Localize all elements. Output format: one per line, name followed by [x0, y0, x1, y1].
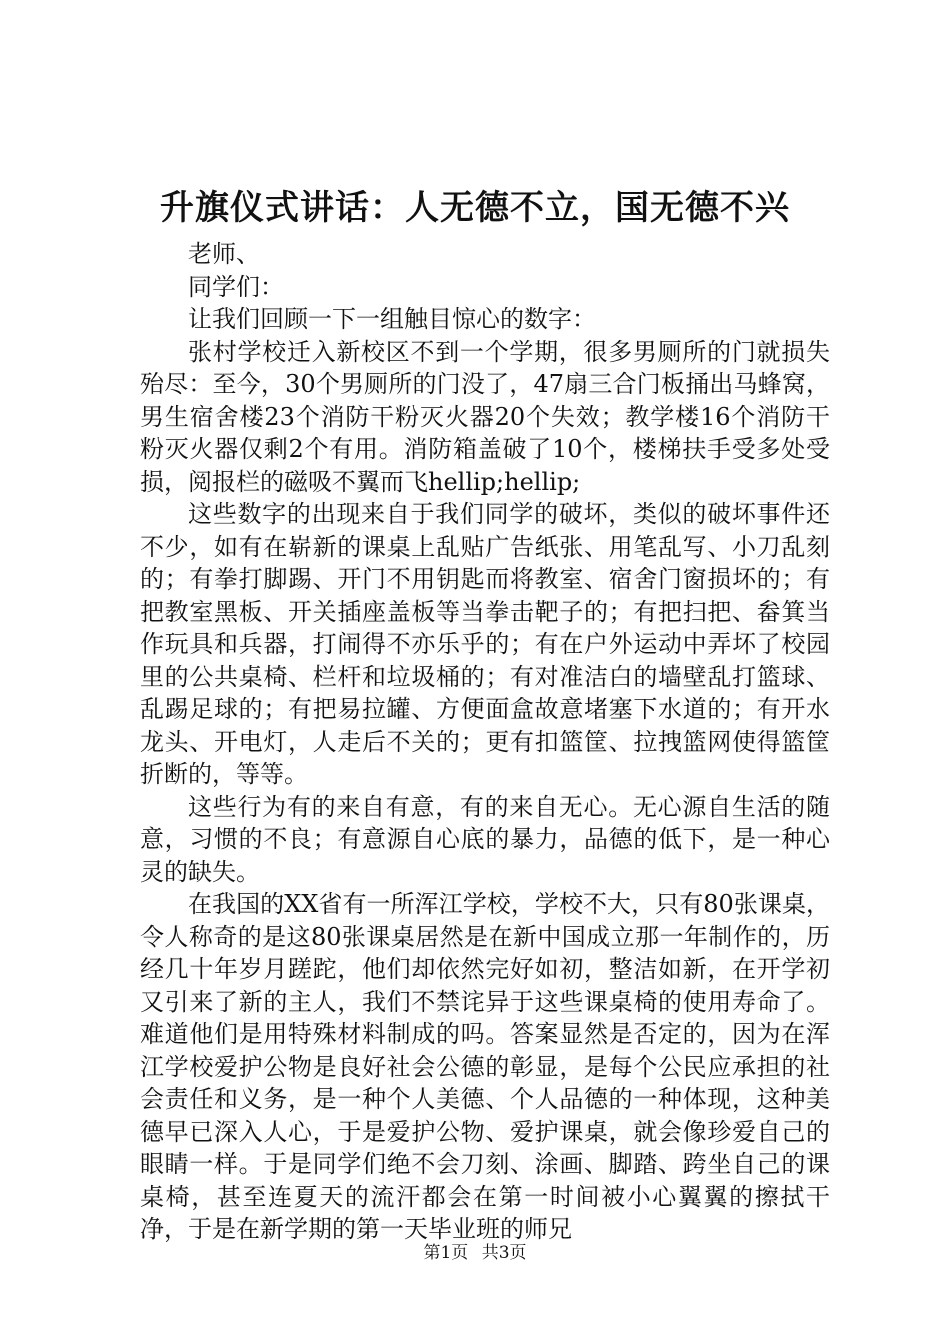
paragraph: 这些数字的出现来自于我们同学的破坏，类似的破坏事件还不少，如有在崭新的课桌上乱贴广告纸张、用笔乱写、小刀乱刻的；有拳打脚踢、开门不用钥匙而将教室、宿舍门窗损坏的；有把教室黑板、开关插座盖板等当拳击靶子的；有把扫把、畚箕当作玩具和兵器，打闹得不亦乐乎的；有在户外运动中弄坏了校园里的公共桌椅、栏杆和垃圾桶的；有对准洁白的墙壁乱打篮球、乱踢足球的；有把易拉罐、方便面盒故意堵塞下水道的；有开水龙头、开电灯，人走后不关的；更有扣篮筐、拉拽篮网使得篮筐折断的，等等。	[140, 500, 830, 788]
salutation-teachers: 老师、	[188, 240, 260, 268]
document-body	[140, 238, 830, 1246]
paragraph: 这些行为有的来自有意，有的来自无心。无心源自生活的随意，习惯的不良；有意源自心底的暴力，品德的低下，是一种心灵的缺失。	[140, 792, 830, 886]
page-number: 第1页	[423, 1243, 469, 1263]
page-footer	[0, 1243, 950, 1263]
paragraph: 在我国的XX省有一所浑江学校，学校不大，只有80张课桌，令人称奇的是这80张课桌居然是在新中国成立那一年制作的，历经几十年岁月蹉跎，他们却依然完好如初，整洁如新，在开学初又引来了新的主人，我们不禁诧异于这些课桌椅的使用寿命了。难道他们是用特殊材料制成的吗。答案显然是否定的，因为在浑江学校爱护公物是良好社会公德的彰显，是每个公民应承担的社会责任和义务，是一种个人美德、个人品德的一种体现，这种美德早已深入人心，于是爱护公物、爱护课桌，就会像珍爱自己的眼睛一样。于是同学们绝不会刀刻、涂画、脚踏、跨坐自己的课桌椅，甚至连夏天的流汗都会在第一时间被小心翼翼的擦拭干净，于是在新学期的第一天毕业班的师兄	[140, 890, 830, 1243]
salutation-students: 同学们：	[188, 272, 284, 301]
paragraph: 张村学校迁入新校区不到一个学期，很多男厕所的门就损失殆尽：至今，30个男厕所的门没了，47扇三合门板捅出马蜂窝，男生宿舍楼23个消防干粉灭火器20个失效；教学楼16个消防干粉灭火器仅剩2个有用。消防箱盖破了10个，楼梯扶手受多处受损，阅报栏的磁吸不翼而飞hellip;hellip;	[140, 337, 830, 496]
document-title: 升旗仪式讲话：人无德不立，国无德不兴	[160, 188, 790, 228]
page-total: 共3页	[481, 1243, 527, 1263]
paragraph: 让我们回顾一下一组触目惊心的数字：	[188, 305, 596, 333]
